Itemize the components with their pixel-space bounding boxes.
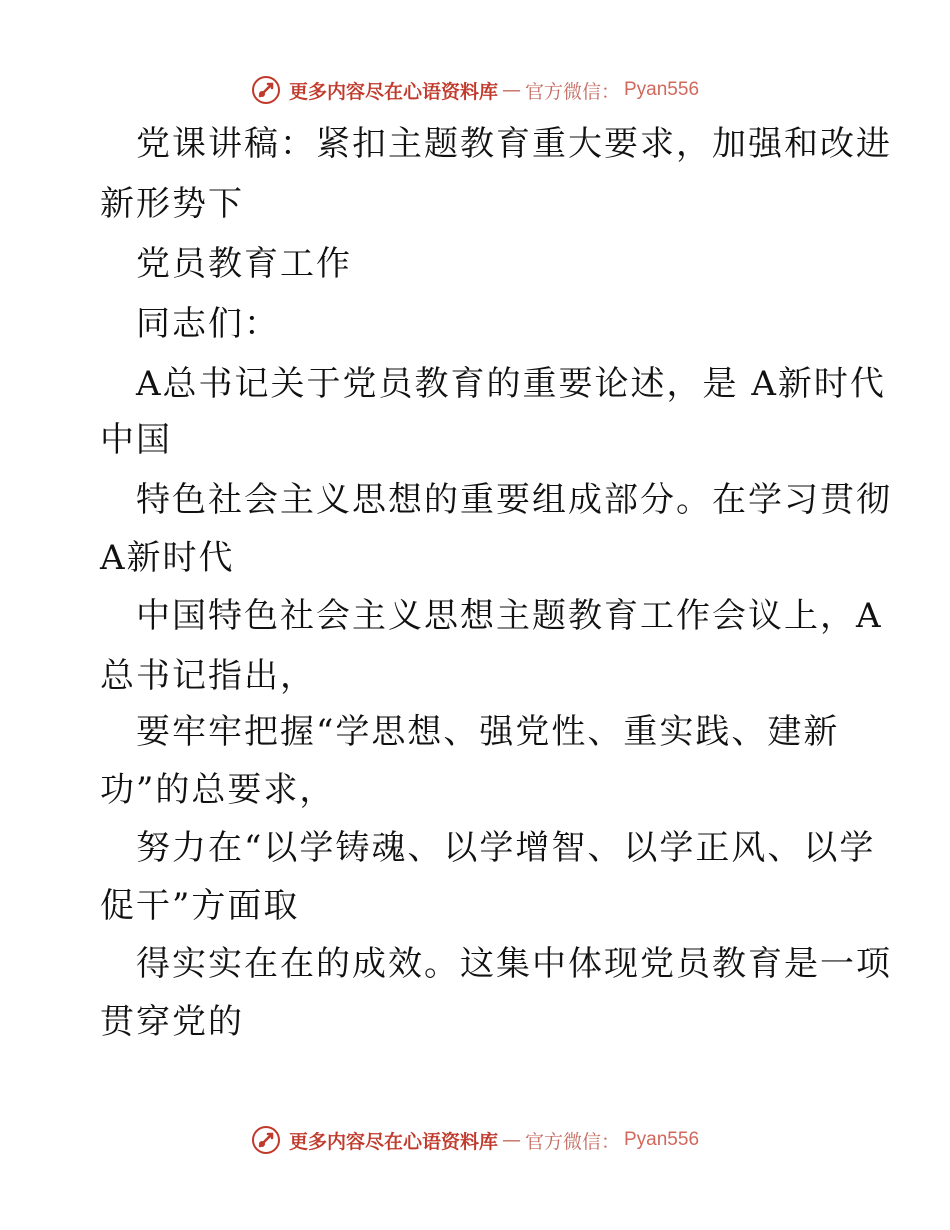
watermark-brand: 更多内容尽在心语资料库 <box>288 1130 498 1153</box>
header-watermark <box>0 70 950 110</box>
quill-logo-icon <box>251 75 281 105</box>
salutation: 同志们： <box>136 304 280 344</box>
watermark-wechat-label: 官方微信： <box>524 1130 620 1153</box>
title-line-3: 党员教育工作 <box>136 244 352 284</box>
paragraph-line: A新时代 <box>100 538 235 578</box>
watermark-handle: Pyan556 <box>624 79 700 100</box>
paragraph-line: 努力在“以学铸魂、以学增智、以学正风、以学 <box>136 828 876 868</box>
paragraph-line: 中国 <box>100 420 172 460</box>
paragraph-line: 中国特色社会主义思想主题教育工作会议上，A <box>136 596 883 636</box>
paragraph-line: 特色社会主义思想的重要组成部分。在学习贯彻 <box>136 480 892 520</box>
paragraph-line: 要牢牢把握“学思想、强党性、重实践、建新 <box>136 712 840 752</box>
paragraph-line: 贯穿党的 <box>100 1002 244 1042</box>
watermark-handle: Pyan556 <box>624 1129 700 1150</box>
quill-logo-icon <box>251 1125 281 1155</box>
paragraph-line: A总书记关于党员教育的重要论述，是 A新时代 <box>136 364 886 404</box>
watermark-dash: — <box>501 79 521 101</box>
paragraph-line: 促干”方面取 <box>100 886 300 926</box>
watermark-wechat-label: 官方微信： <box>524 80 620 103</box>
footer-watermark <box>0 1120 950 1160</box>
watermark-dash: — <box>501 1129 521 1151</box>
watermark-brand: 更多内容尽在心语资料库 <box>288 80 498 103</box>
title-line-1: 党课讲稿：紧扣主题教育重大要求，加强和改进 <box>136 124 892 164</box>
paragraph-line: 功”的总要求， <box>100 770 336 810</box>
paragraph-line: 总书记指出， <box>100 656 316 696</box>
paragraph-line: 得实实在在的成效。这集中体现党员教育是一项 <box>136 944 892 984</box>
title-line-2: 新形势下 <box>100 184 244 224</box>
